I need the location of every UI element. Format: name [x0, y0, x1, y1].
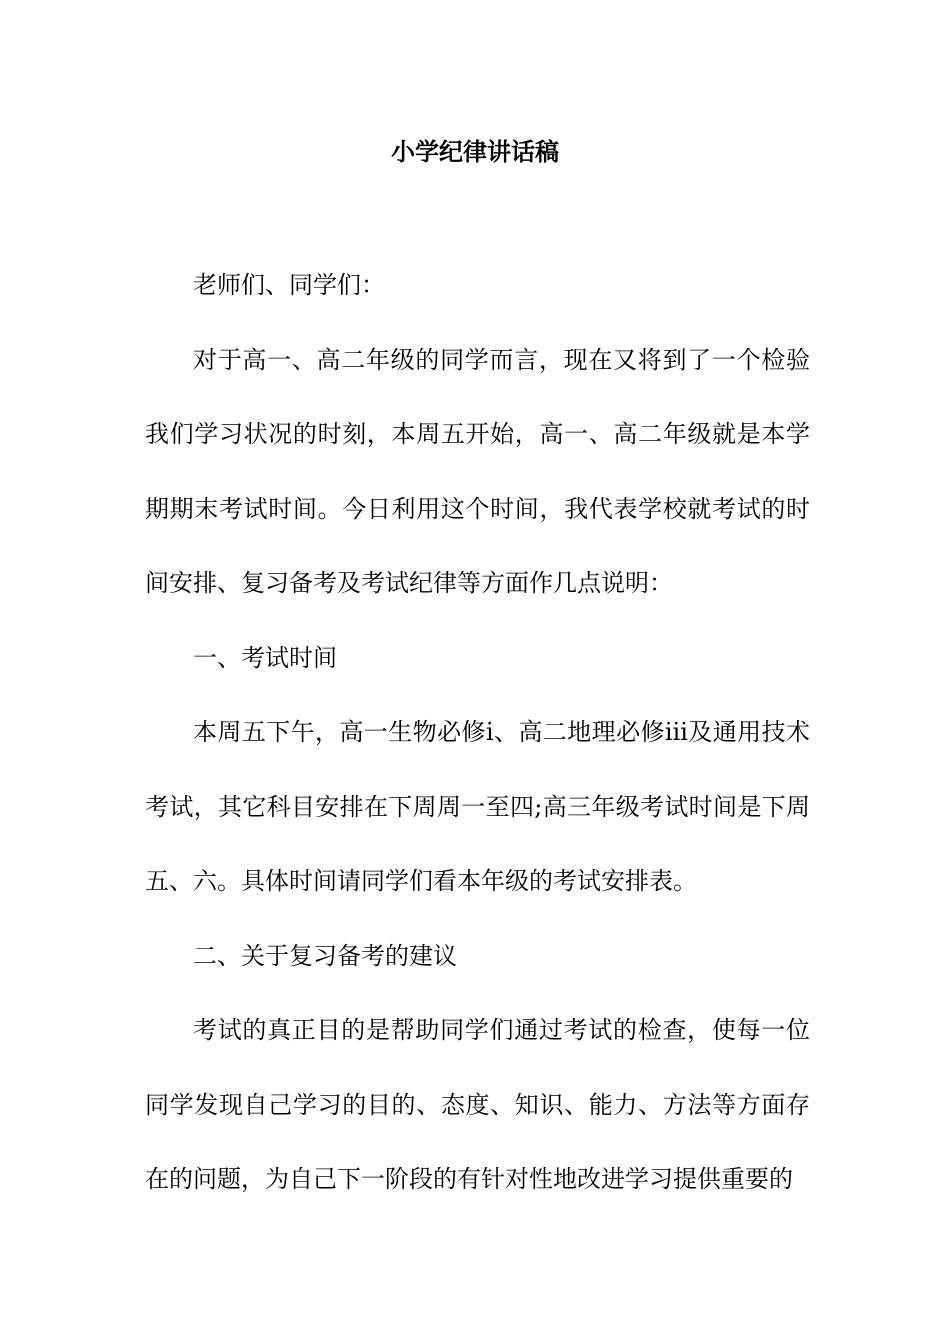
- salutation-paragraph: 老师们、同学们：: [193, 271, 385, 299]
- section-heading-exam-time: 一、考试时间: [193, 643, 337, 672]
- review-advice-paragraph: 考试的真正目的是帮助同学们通过考试的检查，使每一位同学发现自己学习的目的、态度、知识、能力、方法等方面存在的问题，为自己下一阶段的有针对性地改进学习提供重要的: [145, 1016, 810, 1193]
- document-body: [145, 248, 810, 1217]
- document-title: 小学纪律讲话稿: [391, 137, 559, 166]
- intro-paragraph: 对于高一、高二年级的同学而言，现在又将到了一个检验我们学习状况的时刻，本周五开始，高一、高二年级就是本学期期末考试时间。今日利用这个时间，我代表学校就考试的时间安排、复习备考及考试纪律等方面作几点说明：: [145, 345, 810, 597]
- exam-time-paragraph: 本周五下午，高一生物必修ⅰ、高二地理必修ⅲ及通用技术考试，其它科目安排在下周周一至四;高三年级考试时间是下周五、六。具体时间请同学们看本年级的考试安排表。: [145, 718, 810, 895]
- section-heading-review-advice: 二、关于复习备考的建议: [193, 941, 457, 970]
